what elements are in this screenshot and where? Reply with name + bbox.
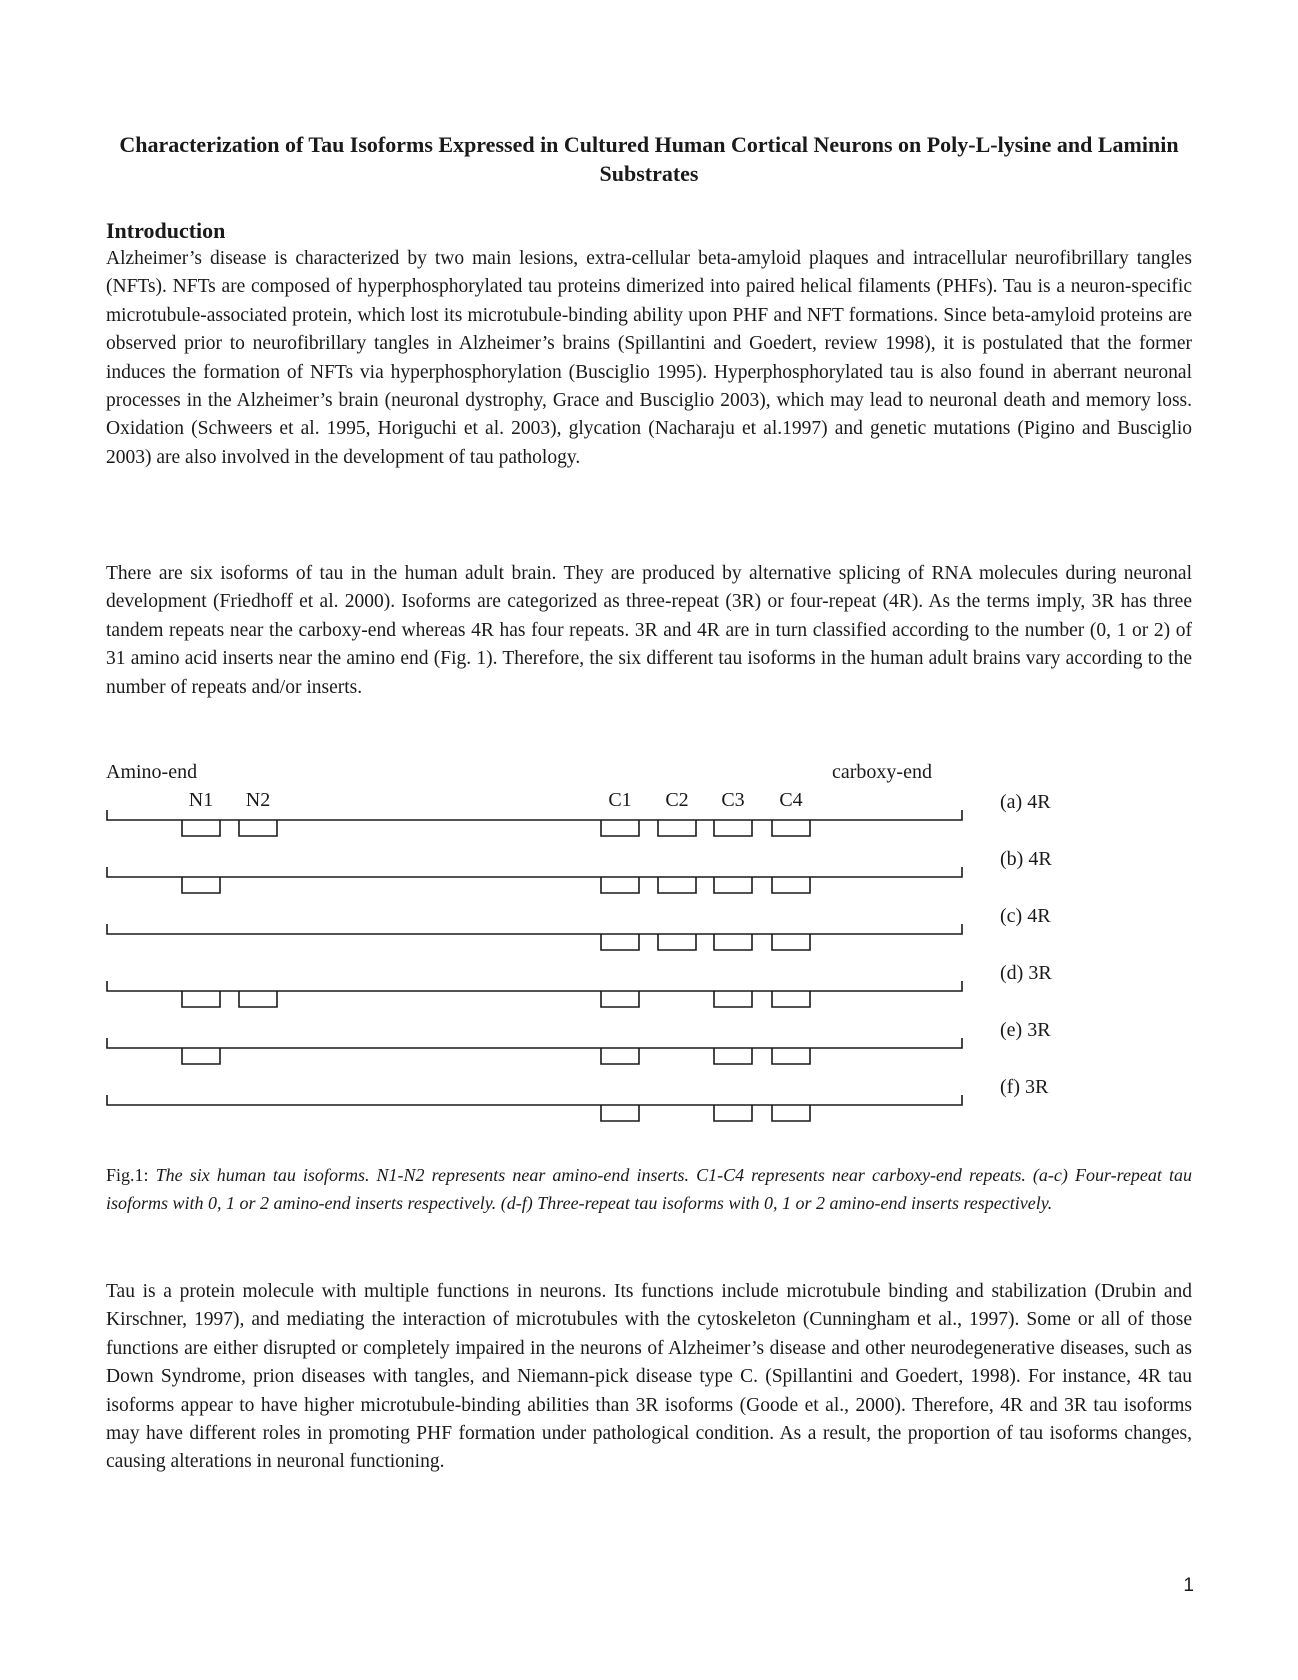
isoform-label: (e) 3R [1000, 1019, 1051, 1041]
intro-paragraph-1: Alzheimer’s disease is characterized by two main lesions, extra-cellular beta-amyloid plaques and intracellular neurofibrillary tangles (NFTs). NFTs are composed of hyperphosphorylated tau proteins dimerized into paired helical filaments (PHFs). Tau is a neuron-specific microtubule-associated protein, which lost its microtubule-binding ability upon PHF and NFT formations. Since beta-amyloid proteins are observed prior to neurofibrillary tangles in Alzheimer’s brains (Spillantini and Goedert, review 1998), it is postulated that the former induces the formation of NFTs via hyperphosphorylation (Busciglio 1995). Hyperphosphorylated tau is also found in aberrant neuronal processes in the Alzheimer’s brain (neuronal dystrophy, Grace and Busciglio 2003), which may lead to neuronal death and memory loss. Oxidation (Schweers et al. 1995, Horiguchi et al. 2003), glycation (Nacharaju et al.1997) and genetic mutations (Pigino and Busciglio 2003) are also involved in the development of tau pathology. [106, 248, 1192, 468]
segment-box-c1 [601, 1105, 639, 1121]
segment-box-c1 [601, 820, 639, 836]
segment-label-c2: C2 [665, 789, 689, 811]
isoform-label: (a) 4R [1000, 791, 1051, 813]
protein-backbone-line [107, 1038, 962, 1048]
segment-box-c2 [658, 934, 696, 950]
protein-backbone-line [107, 924, 962, 934]
isoform-label: (d) 3R [1000, 962, 1052, 984]
section-heading-introduction: Introduction [106, 218, 226, 243]
segment-box-c2 [658, 877, 696, 893]
segment-box-c3 [714, 820, 752, 836]
isoform-row [107, 905, 1051, 950]
segment-box-c1 [601, 1048, 639, 1064]
isoform-row [107, 1019, 1051, 1064]
protein-backbone-line [107, 867, 962, 877]
segment-box-c3 [714, 1048, 752, 1064]
segment-box-c4 [772, 820, 810, 836]
segment-box-c1 [601, 991, 639, 1007]
isoform-row [107, 848, 1052, 893]
segment-box-c4 [772, 1105, 810, 1121]
intro-paragraph-2: There are six isoforms of tau in the human adult brain. They are produced by alternative splicing of RNA molecules during neuronal development (Friedhoff et al. 2000). Isoforms are categorized as three-repeat (3R) or four-repeat (4R). As the terms imply, 3R has three tandem repeats near the carboxy-end whereas 4R has four repeats. 3R and 4R are in turn classified according to the number (0, 1 or 2) of 31 amino acid inserts near the amino end (Fig. 1). Therefore, the six different tau isoforms in the human adult brains vary according to the number of repeats and/or inserts. [106, 563, 1192, 698]
protein-backbone-line [107, 981, 962, 991]
segment-box-n1 [182, 877, 220, 893]
segment-box-c4 [772, 877, 810, 893]
carboxy-end-label: carboxy-end [832, 761, 932, 783]
segment-box-c3 [714, 877, 752, 893]
isoform-row [107, 962, 1052, 1007]
segment-label-n1: N1 [188, 789, 214, 811]
segment-label-n2: N2 [245, 789, 271, 811]
caption-text: The six human tau isoforms. N1-N2 represents near amino-end inserts. C1-C4 represents near carboxy-end repeats. (a-c) Four-repeat tau isoforms with 0, 1 or 2 amino-end inserts respectively. (d-f) Three-repeat tau isoforms with 0, 1 or 2 amino-end inserts respectively. [106, 1165, 1193, 1213]
caption-prefix: Fig.1: [106, 1165, 156, 1185]
segment-box-c3 [714, 934, 752, 950]
segment-box-c4 [772, 991, 810, 1007]
isoform-row [107, 1076, 1049, 1121]
protein-backbone-line [107, 810, 962, 820]
segment-box-c3 [714, 1105, 752, 1121]
segment-box-c1 [601, 877, 639, 893]
segment-box-c3 [714, 991, 752, 1007]
segment-label-c1: C1 [608, 789, 632, 811]
intro-paragraph-3: Tau is a protein molecule with multiple functions in neurons. Its functions include microtubule binding and stabilization (Drubin and Kirschner, 1997), and mediating the interaction of microtubules with the cytoskeleton (Cunningham et al., 1997). Some or all of those functions are either disrupted or completely impaired in the neurons of Alzheimer’s disease and other neurodegenerative diseases, such as Down Syndrome, prion diseases with tangles, and Niemann-pick disease type C. (Spillantini and Goedert, 1998). For instance, 4R tau isoforms appear to have higher microtubule-binding abilities than 3R isoforms (Goode et al., 2000). Therefore, 4R and 3R tau isoforms may have different roles in promoting PHF formation under pathological condition. As a result, the proportion of tau isoforms changes, causing alterations in neuronal functioning. [106, 1281, 1192, 1473]
isoform-label: (c) 4R [1000, 905, 1051, 927]
segment-header-labels [189, 789, 803, 811]
segment-box-n1 [182, 1048, 220, 1064]
page-number: 1 [1183, 1575, 1194, 1596]
figure-caption [106, 1161, 1192, 1217]
segment-box-n1 [182, 991, 220, 1007]
segment-box-c4 [772, 934, 810, 950]
isoform-label: (f) 3R [1000, 1076, 1049, 1098]
segment-box-c1 [601, 934, 639, 950]
segment-box-n2 [239, 820, 277, 836]
segment-box-n1 [182, 820, 220, 836]
segment-label-c3: C3 [721, 789, 745, 811]
paper-title: Characterization of Tau Isoforms Expressed in Cultured Human Cortical Neurons on Poly-L-lysine and Laminin Substrates [119, 132, 1179, 186]
amino-end-label: Amino-end [106, 761, 198, 783]
segment-box-n2 [239, 991, 277, 1007]
segment-box-c4 [772, 1048, 810, 1064]
protein-backbone-line [107, 1095, 962, 1105]
segment-box-c2 [658, 820, 696, 836]
isoform-label: (b) 4R [1000, 848, 1052, 870]
segment-label-c4: C4 [779, 789, 803, 811]
isoform-row [107, 791, 1051, 836]
isoform-rows [107, 791, 1052, 1121]
